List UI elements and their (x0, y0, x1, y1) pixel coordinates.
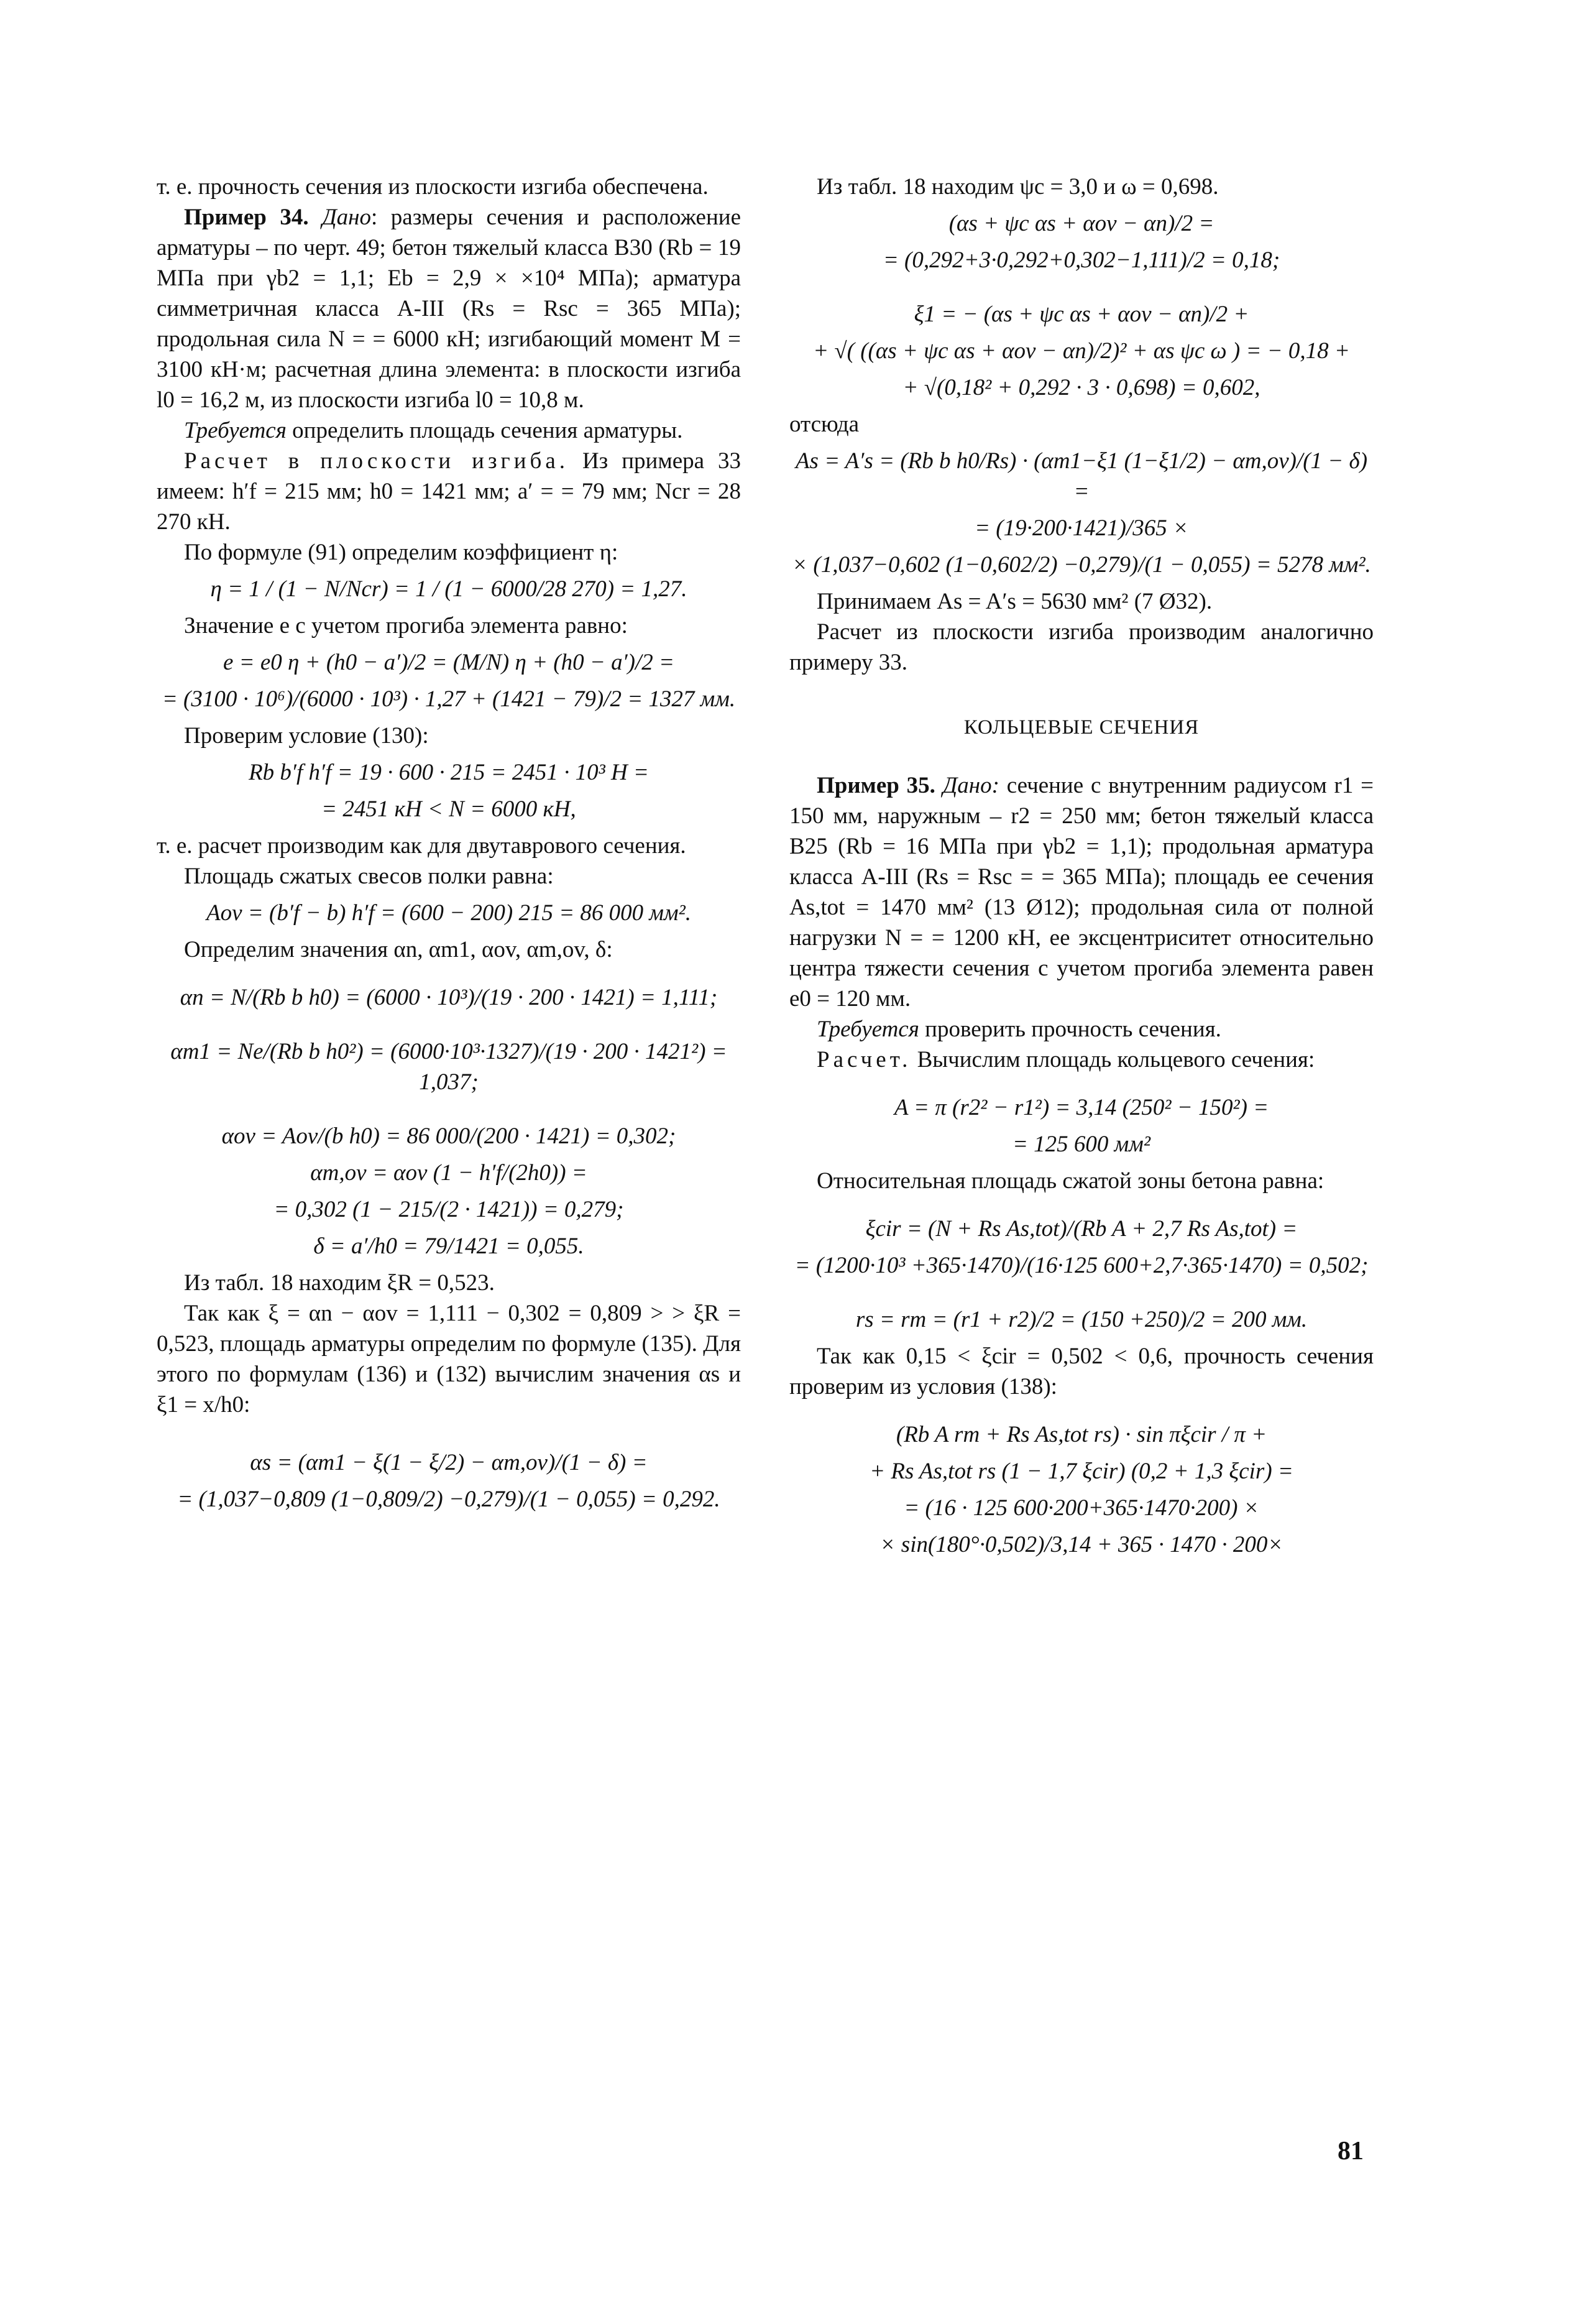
alpha-s-formula-2: = (1,037−0,809 (1−0,809/2) −0,279)/(1 − 0,055) = 0,292. (177, 1487, 720, 1512)
outside-text: Расчет из плоскости изгиба производим аналогично примеру 33. (789, 619, 1374, 675)
formula-f2: = (0,292+3·0,292+0,302−1,111)/2 = 0,18; (883, 247, 1280, 273)
as-formula-2: = (19·200·1421)/365 × (975, 515, 1188, 541)
check-formula-2: = 2451 кН < N = 6000 кН, (321, 796, 576, 822)
example-34-given: : размеры сечения и расположение арматуры – по черт. 49; бетон тяжелый класса В30 (Rb = 19 МПа при γb2 = 1,1; Eb = 2,9 × ×10⁴ МПа); арматура симметричная класса А-III (Rs = Rsc = 365 МПа); продольная сила N = = 6000 кН; изгибающий момент M = 3100 кН·м; расчетная длина элемента: в плоскости изгиба l0 = 16,2 м, из плоскости изгиба l0 = 10,8 м. (157, 205, 741, 413)
right-column (789, 172, 1374, 1566)
formula-f3: ξ1 = − (αs + ψc αs + αov − αn)/2 + (914, 302, 1249, 327)
xi-cir-formula-1: ξcir = (N + Rs As,tot)/(Rb A + 2,7 Rs As,tot) = (865, 1216, 1298, 1242)
section-heading: КОЛЬЦЕВЫЕ СЕЧЕНИЯ (963, 716, 1200, 739)
calc-plane-paragraph (157, 446, 741, 537)
rs-formula: rs = rm = (r1 + r2)/2 = (150 +250)/2 = 200 мм. (855, 1307, 1308, 1332)
example-35-title: Пример 35. (817, 773, 935, 798)
alpha-s-formula-1: αs = (αm1 − ξ(1 − ξ/2) − αm,ov)/(1 − δ) = (250, 1450, 648, 1475)
check-intro: Проверим условие (130): (184, 723, 429, 749)
given-label-35: Дано: (942, 773, 999, 798)
calc-plane-label: Расчет в плоскости изгиба. (184, 448, 569, 474)
required-text-35: проверить прочность сечения. (919, 1017, 1221, 1042)
since-text-2: Так как 0,15 < ξcir = 0,502 < 0,6, прочность сечения проверим из условия (138): (789, 1344, 1374, 1399)
e-formula-1: e = e0 η + (h0 − a′)/2 = (M/N) η + (h0 − a′)/2 = (223, 650, 675, 675)
alpha-m1-formula: αm1 = Ne/(Rb b h0²) = (6000·10³·1327)/(19 · 200 · 1421²) = 1,037; (170, 1039, 727, 1095)
condition-formula-2: + Rs As,tot rs (1 − 1,7 ξcir) (0,2 + 1,3 ξcir) = (870, 1459, 1293, 1484)
alpha-mov-formula-2: = 0,302 (1 − 215/(2 · 1421)) = 0,279; (273, 1197, 624, 1222)
tee-text: т. е. расчет производим как для двутаврового сечения. (157, 833, 686, 859)
example-35-paragraph (789, 770, 1374, 1014)
eta-intro: По формуле (91) определим коэффициент η: (184, 540, 618, 565)
condition-formula-1: (Rb A rm + Rs As,tot rs) · sin πξcir / π + (896, 1422, 1267, 1447)
eta-formula: η = 1 / (1 − N/Ncr) = 1 / (1 − 6000/28 270) = 1,27. (210, 576, 687, 602)
e-formula-2: = (3100 · 10⁶)/(6000 · 10³) · 1,27 + (1421 − 79)/2 = 1327 мм. (162, 686, 736, 712)
required-label-35: Требуется (817, 1017, 919, 1042)
hence-text: отсюда (789, 412, 860, 437)
calc-paragraph (789, 1044, 1374, 1075)
required-label: Требуется (184, 418, 287, 443)
psi-text: Из табл. 18 находим ψc = 3,0 и ω = 0,698. (817, 174, 1219, 200)
formula-f5: + √(0,18² + 0,292 · 3 · 0,698) = 0,602, (902, 375, 1260, 400)
calc-label: Расчет. (817, 1047, 912, 1072)
e-intro: Значение e с учетом прогиба элемента равно: (184, 613, 628, 639)
intro-paragraph: т. е. прочность сечения из плоскости изгиба обеспечена. (157, 174, 709, 200)
calc-text: Вычислим площадь кольцевого сечения: (911, 1047, 1315, 1072)
relative-area-intro: Относительная площадь сжатой зоны бетона равна: (817, 1168, 1324, 1194)
required-text: определить площадь сечения арматуры. (286, 418, 683, 443)
formula-f1: (αs + ψc αs + αov − αn)/2 = (948, 211, 1214, 236)
check-formula-1: Rb b′f h′f = 19 · 600 · 215 = 2451 · 10³ Н = (249, 760, 649, 785)
xi-r-text: Из табл. 18 находим ξR = 0,523. (184, 1270, 495, 1296)
alpha-n-formula: αn = N/(Rb b h0) = (6000 · 10³)/(19 · 200 · 1421) = 1,111; (180, 985, 718, 1010)
left-column (157, 172, 741, 1521)
required-paragraph (157, 415, 741, 446)
condition-formula-3: = (16 · 125 600·200+365·1470·200) × (904, 1495, 1259, 1521)
page-number: 81 (1338, 2137, 1364, 2165)
required-paragraph-35 (789, 1014, 1374, 1044)
calc-plane-text: Из примера 33 имеем: h′f = 215 мм; h0 = 1421 мм; a′ = = 79 мм; Ncr = 28 270 кН. (157, 448, 741, 535)
delta-formula: δ = a′/h0 = 79/1421 = 0,055. (313, 1233, 584, 1259)
aov-formula: Aov = (b′f − b) h′f = (600 − 200) 215 = 86 000 мм². (206, 900, 691, 926)
area-formula-1: A = π (r2² − r1²) = 3,14 (250² − 150²) = (894, 1095, 1269, 1120)
example-34-title: Пример 34. (184, 205, 309, 230)
formula-f4: + √( ((αs + ψc αs + αov − αn)/2)² + αs ψc ω ) = − 0,18 + (813, 338, 1350, 364)
alpha-ov-formula: αov = Aov/(b h0) = 86 000/(200 · 1421) = 0,302; (221, 1123, 676, 1149)
alpha-intro: Определим значения αn, αm1, αov, αm,ov, δ: (184, 937, 613, 962)
accept-text: Принимаем As = A′s = 5630 мм² (7 Ø32). (817, 589, 1213, 614)
alpha-mov-formula-1: αm,ov = αov (1 − h′f/(2h0)) = (310, 1160, 587, 1186)
condition-formula-4: × sin(180°·0,502)/3,14 + 365 · 1470 · 200× (879, 1532, 1283, 1557)
since-text: Так как ξ = αn − αov = 1,111 − 0,302 = 0,809 > > ξR = 0,523, площадь арматуры определим по формуле (135). Для этого по формулам (136) и (132) вычислим значения αs и ξ1 = x/h0: (157, 1301, 741, 1418)
given-label: Дано (322, 205, 372, 230)
example-35-given: сечение с внутренним радиусом r1 = 150 мм, наружным – r2 = 250 мм; бетон тяжелый класса В25 (Rb = 16 МПа при γb2 = 1,1); продольная арматура класса А-III (Rs = Rsc = = 365 МПа); площадь ее сечения As,tot = 1470 мм² (13 Ø12); продольная сила от полной нагрузки N = = 1200 кН, ее эксцентриситет относительно центра тяжести сечения с учетом прогиба элемента равен e0 = 120 мм. (789, 773, 1374, 1012)
aov-intro: Площадь сжатых свесов полки равна: (184, 864, 554, 889)
example-34-paragraph (157, 202, 741, 415)
xi-cir-formula-2: = (1200·10³ +365·1470)/(16·125 600+2,7·365·1470) = 0,502; (794, 1253, 1369, 1278)
area-formula-2: = 125 600 мм² (1012, 1132, 1151, 1157)
as-formula-3: × (1,037−0,602 (1−0,602/2) −0,279)/(1 − 0,055) = 5278 мм². (792, 552, 1371, 578)
as-formula-1: As = A′s = (Rb b h0/Rs) · (αm1−ξ1 (1−ξ1/2) − αm,ov)/(1 − δ) = (795, 448, 1368, 504)
